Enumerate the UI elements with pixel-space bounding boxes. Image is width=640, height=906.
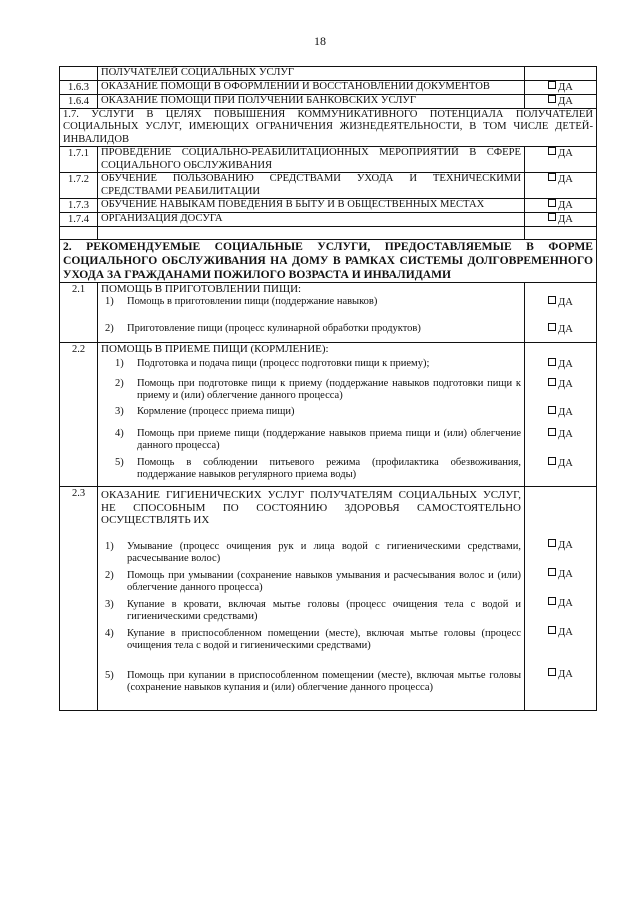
checkbox-square-icon — [548, 568, 556, 576]
item-text: Приготовление пищи (процесс кулинарной обработки продуктов) — [127, 322, 421, 334]
yes-checkbox[interactable] — [548, 569, 573, 580]
section-header-row — [60, 108, 597, 147]
yes-label: ДА — [558, 540, 573, 551]
mark-line — [528, 597, 593, 622]
yes-label: ДА — [558, 174, 573, 185]
mark-line — [528, 378, 593, 403]
yes-checkbox[interactable] — [548, 429, 573, 440]
yes-label: ДА — [558, 379, 573, 390]
mark-line — [528, 457, 593, 482]
mark-line — [528, 296, 593, 309]
list-item-row — [105, 570, 521, 595]
section-1-7-title: 1.7. УСЛУГИ В ЦЕЛЯХ ПОВЫШЕНИЯ КОММУНИКАТИВНОГО ПОТЕНЦИАЛА ПОЛУЧАТЕЛЕЙ СОЦИАЛЬНЫХ УСЛУГ, ИМЕЮЩИХ ОГРАНИЧЕНИЯ ЖИЗНЕДЕЯТЕЛЬНОСТИ, В ТОМ ЧИСЛЕ ДЕТЕЙ-ИНВАЛИДОВ — [60, 108, 597, 147]
list-item — [101, 323, 521, 336]
yes-checkbox[interactable] — [548, 200, 573, 211]
item-index: 2) — [115, 377, 124, 389]
list-item — [101, 358, 521, 371]
item-text: Помощь в приготовлении пищи (поддержание навыков) — [127, 295, 378, 307]
item-text: Помощь в соблюдении питьевого режима (профилактика обезвоживания, поддержание навыков регулярного приема воды) — [137, 456, 521, 480]
list-item-row — [105, 670, 521, 695]
table-row — [60, 213, 597, 227]
empty-cell — [98, 227, 525, 240]
checkbox-square-icon — [548, 626, 556, 634]
empty-cell — [525, 227, 597, 240]
mark-line — [528, 406, 593, 419]
yes-checkbox[interactable] — [548, 458, 573, 469]
yes-checkbox[interactable] — [548, 669, 573, 680]
mark-line — [528, 626, 593, 664]
item-text: Помощь при приеме пищи (поддержание навыков приема пищи и (или) облегчение данного процесса) — [137, 427, 521, 451]
mark-cell — [525, 343, 597, 487]
yes-checkbox[interactable] — [548, 214, 573, 225]
services-table — [59, 66, 597, 711]
checkbox-square-icon — [548, 406, 556, 414]
row-number: 1.6.4 — [60, 94, 98, 108]
yes-label: ДА — [558, 81, 573, 93]
row-number: 1.6.3 — [60, 80, 98, 94]
list-item — [101, 378, 521, 403]
service-name: ОРГАНИЗАЦИЯ ДОСУГА — [98, 213, 525, 227]
checkbox-square-icon — [548, 539, 556, 547]
list-item — [101, 599, 521, 624]
mark-line — [528, 539, 593, 564]
yes-checkbox[interactable] — [548, 148, 573, 159]
item-text: Кормление (процесс приема пищи) — [137, 405, 295, 417]
row-number: 1.7.2 — [60, 173, 98, 199]
service-name: ПРОВЕДЕНИЕ СОЦИАЛЬНО-РЕАБИЛИТАЦИОННЫХ МЕРОПРИЯТИЙ В СФЕРЕ СОЦИАЛЬНОГО ОБСЛУЖИВАНИЯ — [98, 147, 525, 173]
item-index: 2) — [105, 569, 114, 581]
service-group-row — [60, 283, 597, 343]
yes-checkbox[interactable] — [548, 324, 573, 335]
yes-label: ДА — [558, 569, 573, 580]
yes-checkbox[interactable] — [548, 379, 573, 390]
yes-label: ДА — [558, 200, 573, 211]
item-text: Купание в кровати, включая мытье головы (процесс очищения тела с водой и гигиеническими средствами) — [127, 598, 521, 622]
mark-cell — [525, 147, 597, 173]
yes-label: ДА — [558, 324, 573, 335]
item-index: 5) — [105, 669, 114, 681]
yes-label: ДА — [558, 95, 573, 107]
item-index: 5) — [115, 456, 124, 468]
item-text: Подготовка и подача пищи (процесс подготовки пищи к приему); — [137, 357, 430, 369]
yes-label: ДА — [558, 407, 573, 418]
mark-cell — [525, 173, 597, 199]
mark-list — [528, 487, 593, 706]
list-item — [101, 541, 521, 566]
yes-checkbox[interactable] — [548, 96, 573, 107]
item-index: 4) — [115, 427, 124, 439]
service-name: ОКАЗАНИЕ ПОМОЩИ В ОФОРМЛЕНИИ И ВОССТАНОВЛЕНИИ ДОКУМЕНТОВ — [98, 80, 525, 94]
yes-checkbox[interactable] — [548, 407, 573, 418]
group-number: 2.2 — [60, 343, 98, 487]
yes-checkbox[interactable] — [548, 598, 573, 609]
yes-label: ДА — [558, 148, 573, 159]
services-table-body — [60, 67, 597, 711]
checkbox-square-icon — [548, 95, 556, 103]
list-item — [101, 570, 521, 595]
mark-list — [528, 283, 593, 336]
mark-cell — [525, 487, 597, 711]
mark-list — [528, 343, 593, 482]
group-title: ПОМОЩЬ В ПРИЕМЕ ПИЩИ (КОРМЛЕНИЕ): — [101, 343, 329, 355]
yes-label: ДА — [558, 627, 573, 638]
list-item-row — [115, 406, 521, 419]
item-text: Купание в приспособленном помещении (месте), включая мытье головы (процесс очищения тела с водой и гигиеническими средствами) — [127, 627, 521, 651]
list-item-row — [105, 323, 521, 336]
row-number: 1.7.1 — [60, 147, 98, 173]
mark-line — [528, 358, 593, 371]
mark-cell — [525, 94, 597, 108]
section-header-row — [60, 240, 597, 283]
item-index: 3) — [105, 598, 114, 610]
section-2-title: 2. РЕКОМЕНДУЕМЫЕ СОЦИАЛЬНЫЕ УСЛУГИ, ПРЕДОСТАВЛЯЕМЫЕ В ФОРМЕ СОЦИАЛЬНОГО ОБСЛУЖИВАНИЯ НА ДОМУ В РАМКАХ СИСТЕМЫ ДОЛГОВРЕМЕННОГО УХОДА ЗА ГРАЖДАНАМИ ПОЖИЛОГО ВОЗРАСТА И ИНВАЛИДАМИ — [60, 240, 597, 283]
mark-line — [528, 568, 593, 593]
list-item-row — [105, 296, 521, 309]
group-content — [98, 343, 525, 487]
mark-line — [528, 428, 593, 453]
empty-cell — [60, 227, 98, 240]
list-item — [101, 670, 521, 708]
group-title: ОКАЗАНИЕ ГИГИЕНИЧЕСКИХ УСЛУГ ПОЛУЧАТЕЛЯМ СОЦИАЛЬНЫХ УСЛУГ, НЕ СПОСОБНЫМ ПО СОСТОЯНИЮ ЗДОРОВЬЯ САМОСТОЯТЕЛЬНО ОСУЩЕСТВЛЯТЬ ИХ — [101, 489, 521, 526]
list-item — [101, 457, 521, 482]
page-number: 18 — [314, 34, 326, 48]
mark-cell — [525, 213, 597, 227]
checkbox-square-icon — [548, 147, 556, 155]
list-item-row — [115, 358, 521, 371]
yes-checkbox[interactable] — [548, 540, 573, 551]
item-text: Помощь при купании в приспособленном помещении (месте), включая мытье головы (сохранение навыков купания и (или) облегчение данного процесса) — [127, 669, 521, 693]
service-list — [101, 541, 521, 708]
table-row — [60, 173, 597, 199]
yes-label: ДА — [558, 669, 573, 680]
item-text: Помощь при подготовке пищи к приему (поддержание навыков подготовки пищи к приему и (или) облегчение данного процесса) — [137, 377, 521, 401]
checkbox-square-icon — [548, 597, 556, 605]
item-index: 2) — [105, 322, 114, 334]
table-row — [60, 80, 597, 94]
service-group-row — [60, 487, 597, 711]
item-index: 1) — [105, 540, 114, 552]
group-number: 2.3 — [60, 487, 98, 711]
service-group-row — [60, 343, 597, 487]
mark-line — [528, 323, 593, 336]
list-item — [101, 406, 521, 419]
item-index: 3) — [115, 405, 124, 417]
list-item-row — [105, 541, 521, 566]
item-text: Помощь при умывании (сохранение навыков умывания и расчесывания волос и (или) облегчение данного процесса) — [127, 569, 521, 593]
table-row — [60, 67, 597, 81]
list-item — [101, 428, 521, 453]
checkbox-square-icon — [548, 213, 556, 221]
checkbox-square-icon — [548, 173, 556, 181]
row-number: 1.7.3 — [60, 199, 98, 213]
list-item-row — [105, 599, 521, 624]
checkbox-square-icon — [548, 199, 556, 207]
checkbox-square-icon — [548, 668, 556, 676]
item-index: 1) — [115, 357, 124, 369]
service-name: ОКАЗАНИЕ ПОМОЩИ ПРИ ПОЛУЧЕНИИ БАНКОВСКИХ УСЛУГ — [98, 94, 525, 108]
yes-label: ДА — [558, 458, 573, 469]
item-text: Умывание (процесс очищения рук и лица водой с гигиеническими средствами, расчесывание волос) — [127, 540, 521, 564]
list-item — [101, 296, 521, 309]
table-row — [60, 94, 597, 108]
checkbox-square-icon — [548, 428, 556, 436]
yes-checkbox[interactable] — [548, 359, 573, 370]
service-list — [101, 358, 521, 482]
yes-label: ДА — [558, 214, 573, 225]
group-title: ПОМОЩЬ В ПРИГОТОВЛЕНИИ ПИЩИ: — [101, 283, 302, 295]
mark-line — [528, 668, 593, 706]
service-name: ОБУЧЕНИЕ ПОЛЬЗОВАНИЮ СРЕДСТВАМИ УХОДА И ТЕХНИЧЕСКИМИ СРЕДСТВАМИ РЕАБИЛИТАЦИИ — [98, 173, 525, 199]
mark-cell — [525, 199, 597, 213]
yes-label: ДА — [558, 359, 573, 370]
service-name: ОБУЧЕНИЕ НАВЫКАМ ПОВЕДЕНИЯ В БЫТУ И В ОБЩЕСТВЕННЫХ МЕСТАХ — [98, 199, 525, 213]
service-list — [101, 296, 521, 336]
row-number — [60, 67, 98, 81]
yes-checkbox[interactable] — [548, 174, 573, 185]
list-item-row — [105, 628, 521, 653]
list-item-row — [115, 378, 521, 403]
checkbox-square-icon — [548, 457, 556, 465]
checkbox-square-icon — [548, 81, 556, 89]
list-item-row — [115, 428, 521, 453]
yes-checkbox[interactable] — [548, 297, 573, 308]
group-content — [98, 487, 525, 711]
list-item — [101, 628, 521, 666]
group-number: 2.1 — [60, 283, 98, 343]
item-index: 1) — [105, 295, 114, 307]
item-index: 4) — [105, 627, 114, 639]
row-number: 1.7.4 — [60, 213, 98, 227]
yes-label: ДА — [558, 429, 573, 440]
mark-cell — [525, 283, 597, 343]
checkbox-square-icon — [548, 323, 556, 331]
checkbox-square-icon — [548, 378, 556, 386]
checkbox-square-icon — [548, 358, 556, 366]
yes-checkbox[interactable] — [548, 82, 573, 93]
yes-checkbox[interactable] — [548, 627, 573, 638]
mark-cell — [525, 80, 597, 94]
group-content — [98, 283, 525, 343]
yes-label: ДА — [558, 297, 573, 308]
table-row — [60, 147, 597, 173]
checkbox-square-icon — [548, 296, 556, 304]
yes-label: ДА — [558, 598, 573, 609]
spacer-row — [60, 227, 597, 240]
table-row — [60, 199, 597, 213]
mark-cell — [525, 67, 597, 81]
service-name: ПОЛУЧАТЕЛЕЙ СОЦИАЛЬНЫХ УСЛУГ — [98, 67, 525, 81]
list-item-row — [115, 457, 521, 482]
